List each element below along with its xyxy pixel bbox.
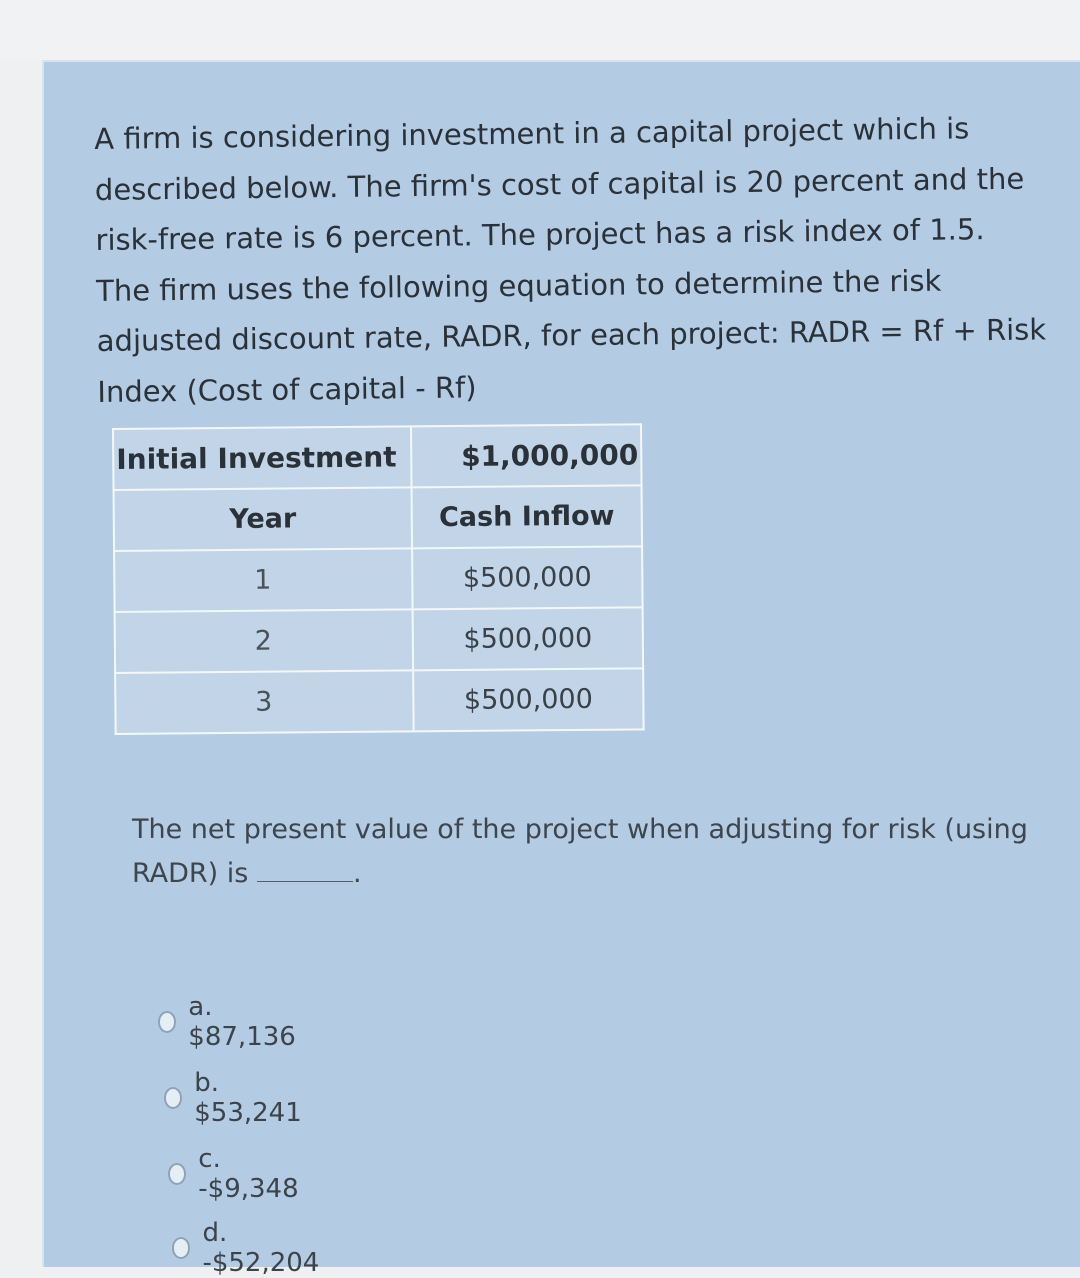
radio-button-icon[interactable] [168, 1163, 186, 1185]
answer-blank [257, 857, 353, 882]
initial-investment-label: Initial Investment [113, 426, 412, 490]
cash-flow-table [112, 423, 645, 735]
radio-button-icon[interactable] [158, 1011, 176, 1033]
radio-button-icon[interactable] [172, 1237, 190, 1259]
year-column-header: Year [114, 487, 413, 551]
option-d[interactable] [172, 1218, 323, 1278]
cash-inflow-cell: $500,000 [413, 668, 644, 731]
prompt-period: . [352, 858, 362, 889]
cash-inflow-cell: $500,000 [412, 546, 643, 609]
top-background-strip [0, 0, 1080, 60]
question-text: A firm is considering investment in a capital project which is described below. The firm's cost of capital is 20 percent and the risk-free rate is 6 percent. The project has a risk index of 1.5. The firm uses the following equation to determine the risk adjusted discount rate, RADR, for each project: RADR = Rf + Risk Index (Cost of capital - Rf) [94, 111, 1047, 409]
option-b[interactable] [164, 1068, 306, 1128]
table-header-row [113, 424, 642, 490]
option-d-label: d. -$52,204 [202, 1218, 320, 1278]
year-cell: 1 [114, 548, 413, 612]
radio-button-icon[interactable] [164, 1087, 182, 1109]
table-row [115, 607, 644, 673]
option-c[interactable] [168, 1144, 302, 1204]
cash-inflow-cell: $500,000 [413, 607, 644, 670]
cash-inflow-column-header: Cash Inflow [412, 485, 643, 548]
option-a-label: a. $87,136 [188, 992, 296, 1052]
npv-prompt-text: The net present value of the project when adjusting for risk (using RADR) is [132, 814, 1028, 889]
table-subheader-row [114, 485, 643, 551]
year-cell: 3 [115, 670, 414, 734]
initial-investment-value: $1,000,000 [411, 424, 642, 487]
option-b-label: b. $53,241 [194, 1068, 302, 1128]
option-c-label: c. -$9,348 [198, 1144, 299, 1204]
year-cell: 2 [115, 609, 414, 673]
table-row [115, 668, 644, 734]
option-a[interactable] [158, 992, 300, 1052]
question-panel [42, 60, 1080, 1278]
table-row [114, 546, 643, 612]
npv-prompt [132, 808, 1032, 896]
